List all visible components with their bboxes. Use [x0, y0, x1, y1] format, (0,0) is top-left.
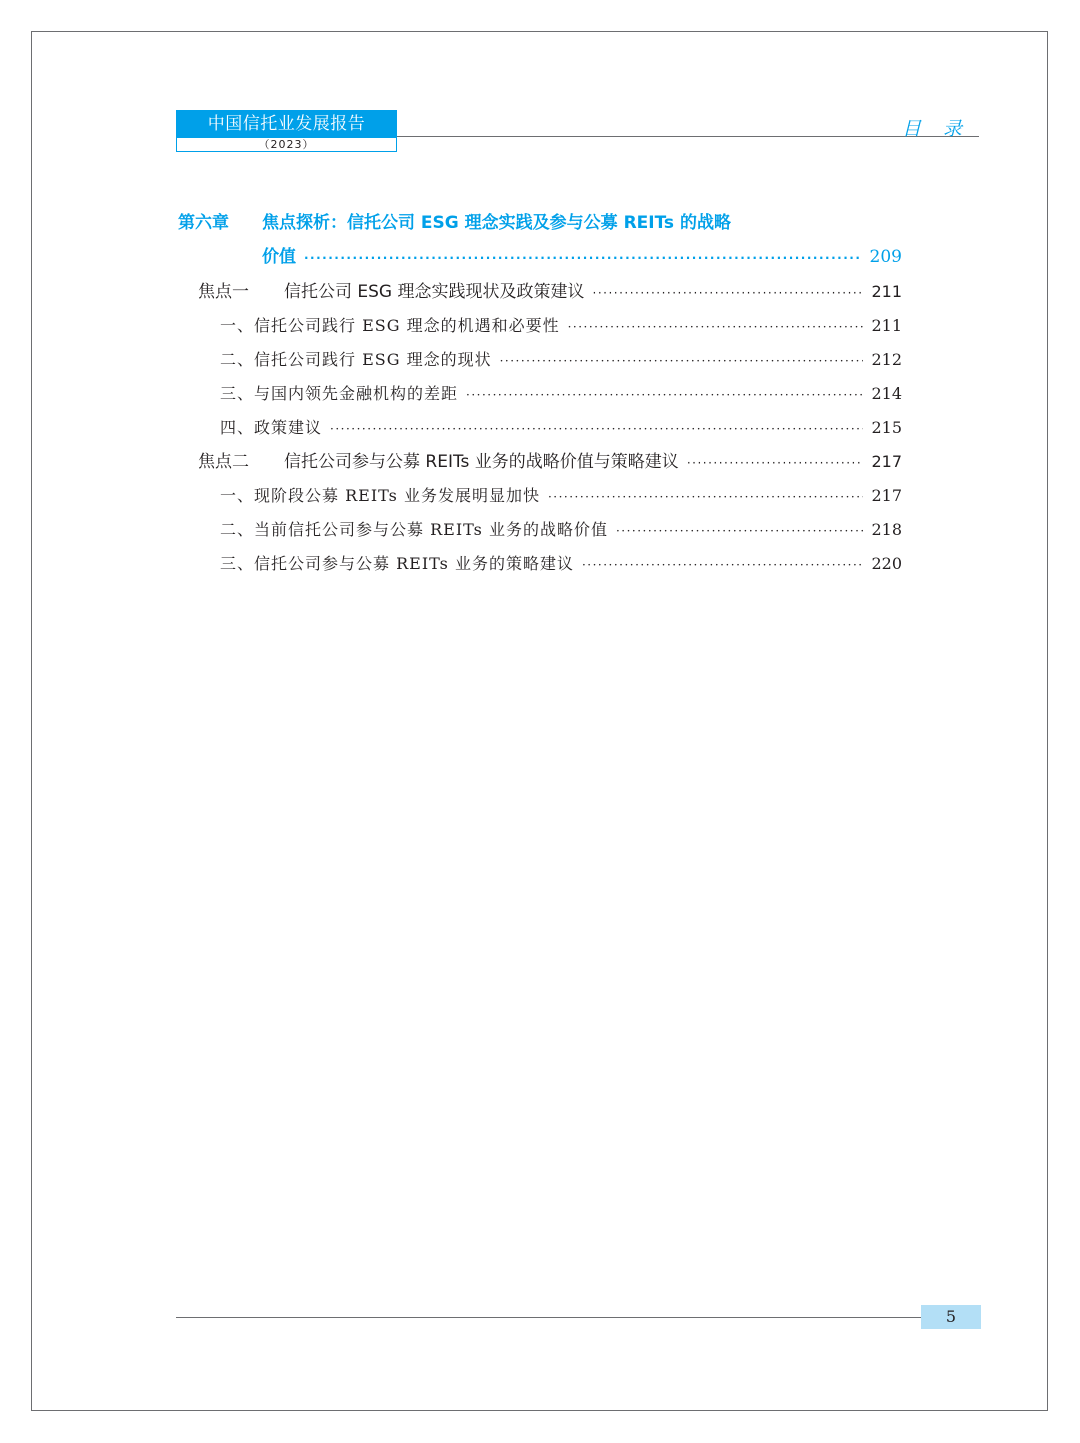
section-label: 目 录: [901, 118, 970, 140]
page-number: 5: [921, 1305, 981, 1329]
section-title: 一、现阶段公募 REITs 业务发展明显加快: [220, 486, 540, 505]
dot-leader: [582, 550, 864, 580]
dot-leader: [304, 243, 862, 273]
toc-entry-section[interactable]: [220, 379, 902, 409]
section-page-number: 215: [871, 418, 902, 437]
page-frame: [31, 31, 1048, 1411]
toc-entry-chapter[interactable]: [262, 242, 902, 272]
toc-entry-focus-1[interactable]: [198, 277, 902, 307]
chapter-page-number: 209: [869, 247, 902, 267]
dot-leader: [466, 380, 863, 410]
dot-leader: [616, 516, 864, 546]
focus-title: 信托公司 ESG 理念实践现状及政策建议: [284, 282, 585, 302]
toc-entry-section[interactable]: [220, 345, 902, 375]
dot-leader: [593, 278, 864, 308]
section-title: 三、与国内领先金融机构的差距: [220, 384, 459, 403]
toc-entry-focus-2[interactable]: [198, 447, 902, 477]
section-page-number: 217: [871, 486, 902, 505]
header-divider: [397, 136, 979, 137]
section-title: 二、信托公司践行 ESG 理念的现状: [220, 350, 492, 369]
toc-entry-section[interactable]: [220, 413, 902, 443]
toc-entry-section[interactable]: [220, 515, 902, 545]
section-title: 二、当前信托公司参与公募 REITs 业务的战略价值: [220, 520, 608, 539]
focus-title: 信托公司参与公募 REITs 业务的战略价值与策略建议: [284, 452, 679, 472]
focus-label: 焦点一: [198, 282, 249, 302]
dot-leader: [687, 448, 864, 478]
focus-label: 焦点二: [198, 452, 249, 472]
book-title-box: [176, 110, 397, 152]
book-title: 中国信托业发展报告: [177, 111, 396, 138]
dot-leader: [568, 312, 864, 342]
focus-page-number: 211: [871, 282, 902, 301]
dot-leader: [330, 414, 863, 444]
focus-page-number: 217: [871, 452, 902, 471]
chapter-title-line1[interactable]: 焦点探析：信托公司 ESG 理念实践及参与公募 REITs 的战略: [262, 213, 731, 233]
section-page-number: 218: [871, 520, 902, 539]
section-page-number: 211: [871, 316, 902, 335]
chapter-number[interactable]: 第六章: [178, 213, 229, 233]
toc-entry-section[interactable]: [220, 311, 902, 341]
book-year: （2023）: [258, 138, 315, 151]
section-page-number: 220: [871, 554, 902, 573]
section-title: 四、政策建议: [220, 418, 323, 437]
section-page-number: 212: [871, 350, 902, 369]
section-title: 三、信托公司参与公募 REITs 业务的策略建议: [220, 554, 574, 573]
footer-divider: [176, 1317, 921, 1318]
section-title: 一、信托公司践行 ESG 理念的机遇和必要性: [220, 316, 560, 335]
section-page-number: 214: [871, 384, 902, 403]
chapter-title-line2: 价值: [262, 247, 296, 267]
toc-entry-section[interactable]: [220, 481, 902, 511]
toc-entry-section[interactable]: [220, 549, 902, 579]
dot-leader: [548, 482, 864, 512]
dot-leader: [500, 346, 864, 376]
